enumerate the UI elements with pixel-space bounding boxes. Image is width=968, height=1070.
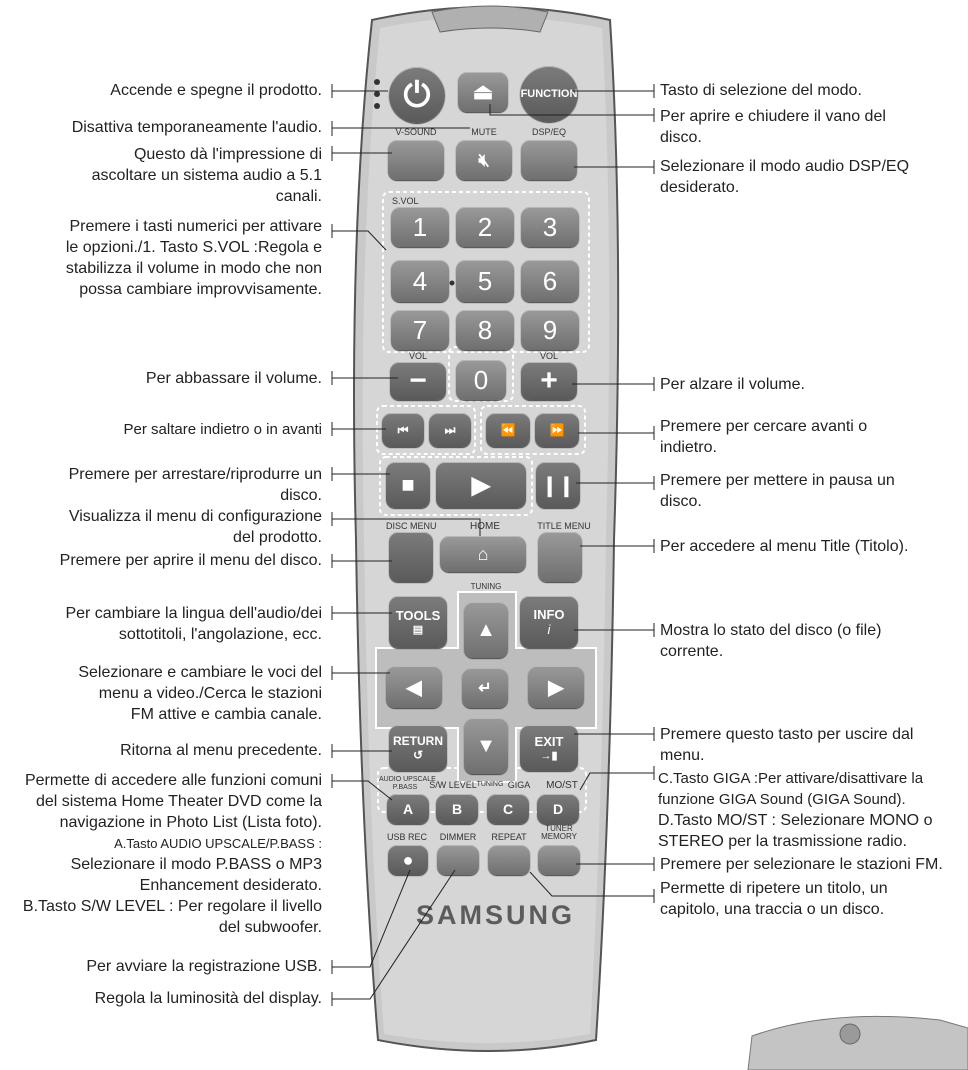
ann-dsp-line: Selezionare il modo audio DSP/EQ <box>660 158 910 175</box>
ann-eject-line: Per aprire e chiudere il vano del <box>660 108 886 125</box>
ann-pause-line: disco. <box>660 493 702 510</box>
title-menu-button[interactable] <box>538 532 582 582</box>
ann-home-line: del prodotto. <box>233 529 322 546</box>
exit-label: EXIT <box>534 734 564 749</box>
exit-button[interactable] <box>520 725 578 771</box>
return-icon: ↺ <box>412 748 424 762</box>
dimmer-button[interactable] <box>437 845 479 875</box>
key-4[interactable]: 4 <box>391 260 449 302</box>
ann-tuner-memory: Premere per selezionare le stazioni FM. <box>660 856 943 873</box>
ann-search <box>660 416 867 458</box>
vol-label-right: VOL <box>539 351 558 361</box>
mo-st-label: MO/ST <box>546 780 578 791</box>
ann-color-keys-line: navigazione in Photo List (Lista foto). <box>59 814 322 831</box>
ann-eject-line: disco. <box>660 129 702 146</box>
samsung-logo: SAMSUNG <box>416 900 576 930</box>
key-7[interactable]: 7 <box>391 310 449 350</box>
down-arrow-button[interactable]: ▼ <box>464 718 508 774</box>
tuner-memory-button[interactable] <box>538 845 580 875</box>
p-bass-text: P.BASS <box>392 784 418 791</box>
ann-giga-most-line: STEREO per la trasmissione radio. <box>658 833 907 850</box>
ann-vsound-line: ascoltare un sistema audio a 5.1 <box>91 167 322 184</box>
b-button[interactable]: B <box>436 794 478 824</box>
v-sound-button[interactable] <box>388 140 444 180</box>
repeat-label: REPEAT <box>491 832 527 842</box>
key-8[interactable]: 8 <box>456 310 514 350</box>
ann-repeat-line: capitolo, una traccia o un disco. <box>660 901 885 918</box>
ann-info-line: Mostra lo stato del disco (o file) <box>660 622 882 639</box>
ann-giga-most-line: C.Tasto GIGA :Per attivare/disattivare la <box>658 770 924 787</box>
key-5[interactable]: 5 <box>456 260 514 302</box>
c-button[interactable]: C <box>487 794 529 824</box>
ann-disc-menu: Premere per aprire il menu del disco. <box>59 552 322 569</box>
ann-cursor <box>78 662 322 725</box>
ann-repeat-line: Permette di ripetere un titolo, un <box>660 880 888 897</box>
ann-color-keys-line: B.Tasto S/W LEVEL : Per regolare il livello <box>22 898 322 915</box>
ann-mute: Disattiva temporaneamente l'audio. <box>71 119 322 136</box>
info-button[interactable] <box>520 596 578 648</box>
ann-tools <box>65 603 322 645</box>
ann-numeric-line: possa cambiare improvvisamente. <box>79 281 322 298</box>
sw-level-label: S/W LEVEL <box>429 780 477 790</box>
ann-color-keys-line: Selezionare il modo P.BASS o MP3 <box>70 856 322 873</box>
return-label: RETURN <box>393 734 443 748</box>
ann-color-keys <box>23 770 322 938</box>
ann-cursor-line: FM attive e cambia canale. <box>130 706 322 723</box>
dsp-eq-button[interactable] <box>521 140 577 180</box>
ann-numeric-line: le opzioni./1. Tasto S.VOL :Regola e <box>65 239 322 256</box>
info-label: INFO <box>533 607 565 622</box>
ann-stop-play-line: Premere per arrestare/riprodurre un <box>68 466 322 483</box>
dsp-eq-label: DSP/EQ <box>531 127 566 137</box>
return-button[interactable] <box>389 725 447 771</box>
ann-giga-most-line: D.Tasto MO/ST : Selezionare MONO o <box>658 812 933 829</box>
d-button[interactable]: D <box>537 794 579 824</box>
ann-color-keys-line: Permette di accedere alle funzioni comuni <box>24 772 322 789</box>
power-button[interactable]: ⏻ <box>389 67 445 123</box>
audio-upscale-text: AUDIO UPSCALE <box>379 776 436 783</box>
ann-giga-most <box>658 768 932 852</box>
s-vol-label: S.VOL <box>392 196 419 206</box>
ann-tools-line: Per cambiare la lingua dell'audio/dei <box>65 605 322 622</box>
right-arrow-button[interactable]: ▶ <box>528 666 584 708</box>
ann-eject <box>660 106 886 148</box>
home-button[interactable]: ⌂ <box>440 536 526 572</box>
exit-icon: →▮ <box>540 750 558 762</box>
ann-title-menu: Per accedere al menu Title (Titolo). <box>660 538 909 555</box>
vol-down-button[interactable]: − <box>390 362 446 400</box>
ann-tools-line: sottotitoli, l'angolazione, ecc. <box>118 626 322 643</box>
eject-button[interactable]: ⏏ <box>458 72 508 112</box>
ann-search-line: Premere per cercare avanti o <box>660 418 868 435</box>
ann-home <box>69 506 322 548</box>
usb-rec-label: USB REC <box>386 832 427 842</box>
key-6[interactable]: 6 <box>521 260 579 302</box>
key-1[interactable]: 1 <box>391 207 449 247</box>
ann-usb-rec: Per avviare la registrazione USB. <box>86 958 322 975</box>
stop-button[interactable]: ■ <box>386 462 430 508</box>
mute-button[interactable]: 🔇︎ <box>456 140 512 180</box>
ann-exit-line: Premere questo tasto per uscire dal <box>660 726 914 743</box>
title-menu-label: TITLE MENU <box>537 521 591 531</box>
tuner-memory-label <box>536 825 582 841</box>
key-2[interactable]: 2 <box>456 207 514 247</box>
disc-menu-label: DISC MENU <box>386 521 437 531</box>
ann-dsp <box>660 156 909 198</box>
ann-cursor-line: menu a video./Cerca le stazioni <box>98 685 322 702</box>
pause-button[interactable]: ❙❙ <box>536 462 580 508</box>
dimmer-label: DIMMER <box>439 832 477 842</box>
ann-return: Ritorna al menu precedente. <box>120 742 322 759</box>
ann-function: Tasto di selezione del modo. <box>660 82 862 99</box>
a-button[interactable]: A <box>387 794 429 824</box>
ann-color-keys-line: A.Tasto AUDIO UPSCALE/P.BASS : <box>114 836 322 851</box>
v-sound-label: V-SOUND <box>395 127 437 137</box>
audio-upscale-label <box>379 776 436 792</box>
ann-vsound-line: Questo dà l'impressione di <box>133 146 322 163</box>
ann-info-line: corrente. <box>660 643 724 660</box>
usb-rec-button[interactable]: ● <box>388 845 428 875</box>
ann-cursor-line: Selezionare e cambiare le voci del <box>78 664 322 681</box>
play-button[interactable]: ▶ <box>436 462 526 508</box>
repeat-button[interactable] <box>488 845 530 875</box>
ann-giga-most-line: funzione GIGA Sound (GIGA Sound). <box>658 791 906 808</box>
ann-repeat <box>660 878 888 920</box>
left-arrow-button[interactable]: ◀ <box>386 666 442 708</box>
ann-vsound-line: canali. <box>275 188 322 205</box>
ann-exit <box>660 724 913 766</box>
ann-info <box>660 620 881 662</box>
tuning-label-top: TUNING <box>470 582 502 591</box>
mute-label: MUTE <box>471 127 497 137</box>
ann-stop-play-line: disco. <box>280 487 322 504</box>
up-arrow-button[interactable]: ▲ <box>464 602 508 658</box>
key-0[interactable]: 0 <box>456 360 506 400</box>
ann-numeric <box>66 216 322 300</box>
tuner-text: TUNER <box>545 824 573 833</box>
home-label: HOME <box>470 521 500 532</box>
ann-pause-line: Premere per mettere in pausa un <box>660 472 895 489</box>
tools-button[interactable] <box>389 596 447 648</box>
tools-label: TOOLS <box>395 608 441 623</box>
giga-label: GIGA <box>507 780 531 790</box>
key-9[interactable]: 9 <box>521 310 579 350</box>
function-button[interactable]: FUNCTION <box>520 66 578 122</box>
search-forward-button[interactable]: ⏩ <box>535 413 579 447</box>
ann-home-line: Visualizza il menu di configurazione <box>68 508 322 525</box>
ann-stop-play <box>69 464 322 506</box>
skip-back-button[interactable]: ⏮ <box>382 413 424 447</box>
search-back-button[interactable]: ⏪ <box>486 413 530 447</box>
ann-exit-line: menu. <box>660 747 705 764</box>
ann-numeric-line: stabilizza il volume in modo che non <box>65 260 322 277</box>
ann-vsound <box>92 144 322 207</box>
tools-icon: ▤ <box>412 624 424 636</box>
ann-color-keys-line: Enhancement desiderato. <box>139 877 322 894</box>
ann-power: Accende e spegne il prodotto. <box>110 82 322 99</box>
ann-dimmer: Regola la luminosità del display. <box>94 990 322 1007</box>
ann-skip: Per saltare indietro o in avanti <box>123 421 322 438</box>
ann-numeric-line: Premere i tasti numerici per attivare <box>69 218 322 235</box>
enter-button[interactable]: ↵ <box>462 668 508 708</box>
info-icon: i <box>547 622 551 637</box>
tuning-label-bottom: TUNING <box>476 781 504 788</box>
key-3[interactable]: 3 <box>521 207 579 247</box>
ann-color-keys-line: del sistema Home Theater DVD come la <box>35 793 322 810</box>
ann-pause <box>660 470 895 512</box>
vol-label-left: VOL <box>408 351 427 361</box>
disc-menu-button[interactable] <box>389 532 433 582</box>
ann-vol-down: Per abbassare il volume. <box>145 370 322 387</box>
ann-search-line: indietro. <box>660 439 717 456</box>
ann-vol-up: Per alzare il volume. <box>660 376 805 393</box>
ann-dsp-line: desiderato. <box>660 179 740 196</box>
memory-text: MEMORY <box>541 832 577 841</box>
ann-color-keys-line: del subwoofer. <box>218 919 322 936</box>
skip-forward-button[interactable]: ⏭ <box>429 413 471 447</box>
vol-up-button[interactable]: + <box>521 362 577 400</box>
